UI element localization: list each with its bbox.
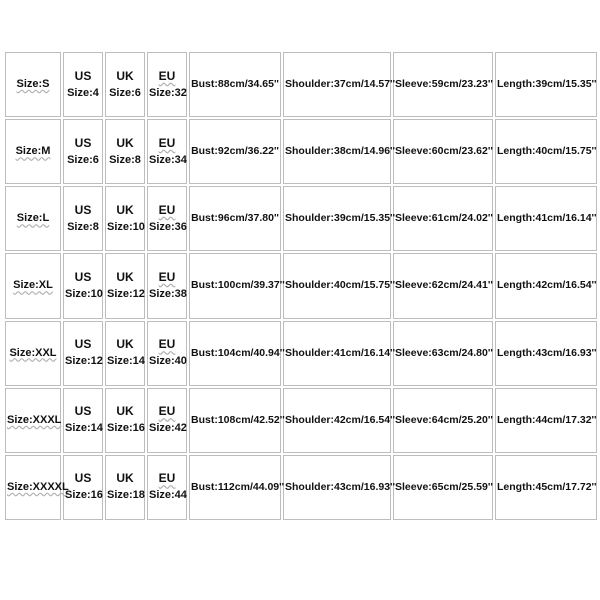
sleeve-value: Sleeve:59cm/23.23'' bbox=[395, 78, 493, 91]
uk-size-cell bbox=[105, 388, 145, 453]
eu-label: EU bbox=[158, 68, 176, 83]
size-cell bbox=[5, 388, 61, 453]
us-label: US bbox=[74, 68, 92, 83]
shoulder-cell bbox=[283, 455, 396, 520]
uk-label: UK bbox=[116, 471, 134, 486]
table-row bbox=[5, 186, 597, 251]
bust-cell bbox=[189, 388, 285, 453]
length-cell bbox=[495, 119, 597, 184]
shoulder-cell bbox=[283, 253, 396, 318]
sleeve-value: Sleeve:61cm/24.02'' bbox=[395, 212, 493, 225]
bust-cell bbox=[189, 321, 285, 386]
us-size-cell bbox=[63, 52, 103, 117]
us-size-cell bbox=[63, 321, 103, 386]
uk-size-value: Size:6 bbox=[109, 86, 141, 99]
us-label: US bbox=[74, 202, 92, 217]
bust-value: Bust:112cm/44.09'' bbox=[191, 480, 285, 493]
size-chart-table bbox=[3, 50, 599, 522]
shoulder-value: Shoulder:37cm/14.57'' bbox=[285, 78, 396, 91]
length-value: Length:44cm/17.32'' bbox=[497, 413, 597, 426]
size-label: Size:XXXXL bbox=[7, 480, 69, 493]
uk-size-value: Size:10 bbox=[107, 220, 145, 233]
eu-size-cell bbox=[147, 321, 187, 386]
eu-label: EU bbox=[158, 269, 176, 284]
size-cell bbox=[5, 119, 61, 184]
bust-cell bbox=[189, 253, 285, 318]
table-row bbox=[5, 253, 597, 318]
uk-label: UK bbox=[116, 68, 134, 83]
table-row bbox=[5, 388, 597, 453]
table-row bbox=[5, 455, 597, 520]
us-size-value: Size:8 bbox=[67, 220, 99, 233]
size-label: Size:L bbox=[16, 212, 50, 225]
eu-size-cell bbox=[147, 455, 187, 520]
sleeve-value: Sleeve:65cm/25.59'' bbox=[395, 480, 493, 493]
bust-value: Bust:108cm/42.52'' bbox=[191, 413, 285, 426]
length-value: Length:41cm/16.14'' bbox=[497, 212, 597, 225]
table-row bbox=[5, 52, 597, 117]
size-label: Size:XXXL bbox=[7, 413, 62, 426]
sleeve-cell bbox=[393, 253, 493, 318]
bust-value: Bust:104cm/40.94'' bbox=[191, 346, 285, 359]
bust-value: Bust:92cm/36.22'' bbox=[191, 145, 279, 158]
length-cell bbox=[495, 253, 597, 318]
size-cell bbox=[5, 321, 61, 386]
eu-label: EU bbox=[158, 471, 176, 486]
length-cell bbox=[495, 186, 597, 251]
us-size-value: Size:4 bbox=[67, 86, 99, 99]
us-size-cell bbox=[63, 253, 103, 318]
us-label: US bbox=[74, 135, 92, 150]
us-label: US bbox=[74, 269, 92, 284]
uk-label: UK bbox=[116, 202, 134, 217]
length-value: Length:42cm/16.54'' bbox=[497, 279, 597, 292]
eu-size-cell bbox=[147, 253, 187, 318]
size-label: Size:M bbox=[15, 145, 51, 158]
sleeve-value: Sleeve:64cm/25.20'' bbox=[395, 413, 493, 426]
bust-cell bbox=[189, 455, 285, 520]
uk-label: UK bbox=[116, 269, 134, 284]
sleeve-cell bbox=[393, 321, 493, 386]
uk-size-cell bbox=[105, 119, 145, 184]
uk-size-value: Size:12 bbox=[107, 287, 145, 300]
shoulder-cell bbox=[283, 119, 396, 184]
length-cell bbox=[495, 321, 597, 386]
sleeve-cell bbox=[393, 186, 493, 251]
shoulder-value: Shoulder:41cm/16.14'' bbox=[285, 346, 396, 359]
size-cell bbox=[5, 186, 61, 251]
shoulder-value: Shoulder:38cm/14.96'' bbox=[285, 145, 396, 158]
shoulder-value: Shoulder:42cm/16.54'' bbox=[285, 413, 396, 426]
length-value: Length:40cm/15.75'' bbox=[497, 145, 597, 158]
length-value: Length:39cm/15.35'' bbox=[497, 78, 597, 91]
uk-size-value: Size:14 bbox=[107, 355, 145, 368]
shoulder-value: Shoulder:39cm/15.35'' bbox=[285, 212, 396, 225]
length-value: Length:45cm/17.72'' bbox=[497, 480, 597, 493]
us-size-value: Size:6 bbox=[67, 153, 99, 166]
eu-size-cell bbox=[147, 388, 187, 453]
table-row bbox=[5, 119, 597, 184]
sleeve-value: Sleeve:63cm/24.80'' bbox=[395, 346, 493, 359]
us-size-value: Size:14 bbox=[65, 422, 103, 435]
size-cell bbox=[5, 52, 61, 117]
eu-label: EU bbox=[158, 202, 176, 217]
uk-size-cell bbox=[105, 455, 145, 520]
uk-label: UK bbox=[116, 337, 134, 352]
bust-cell bbox=[189, 52, 281, 117]
sleeve-cell bbox=[393, 119, 493, 184]
us-size-value: Size:12 bbox=[65, 355, 103, 368]
shoulder-value: Shoulder:40cm/15.75'' bbox=[285, 279, 396, 292]
uk-label: UK bbox=[116, 404, 134, 419]
us-label: US bbox=[74, 471, 92, 486]
length-cell bbox=[495, 455, 597, 520]
sleeve-value: Sleeve:62cm/24.41'' bbox=[395, 279, 493, 292]
uk-size-cell bbox=[105, 253, 145, 318]
eu-size-value: Size:34 bbox=[149, 153, 187, 166]
eu-label: EU bbox=[158, 404, 176, 419]
us-size-cell bbox=[63, 455, 103, 520]
bust-cell bbox=[189, 119, 281, 184]
uk-size-value: Size:8 bbox=[109, 153, 141, 166]
uk-size-value: Size:18 bbox=[107, 489, 145, 502]
shoulder-cell bbox=[283, 321, 396, 386]
us-size-value: Size:16 bbox=[65, 489, 103, 502]
size-label: Size:XXL bbox=[9, 346, 57, 359]
sleeve-cell bbox=[393, 455, 493, 520]
eu-size-value: Size:32 bbox=[149, 86, 187, 99]
uk-size-cell bbox=[105, 186, 145, 251]
eu-size-cell bbox=[147, 186, 187, 251]
eu-size-value: Size:36 bbox=[149, 220, 187, 233]
eu-label: EU bbox=[158, 337, 176, 352]
size-chart-body bbox=[5, 52, 597, 520]
us-label: US bbox=[74, 404, 92, 419]
length-cell bbox=[495, 388, 597, 453]
eu-size-cell bbox=[147, 119, 187, 184]
uk-size-value: Size:16 bbox=[107, 422, 145, 435]
eu-size-value: Size:44 bbox=[149, 489, 187, 502]
shoulder-cell bbox=[283, 186, 396, 251]
bust-value: Bust:88cm/34.65'' bbox=[191, 78, 279, 91]
us-size-cell bbox=[63, 119, 103, 184]
uk-size-cell bbox=[105, 321, 145, 386]
uk-label: UK bbox=[116, 135, 134, 150]
table-row bbox=[5, 321, 597, 386]
size-cell bbox=[5, 253, 61, 318]
size-cell bbox=[5, 455, 69, 520]
eu-size-value: Size:42 bbox=[149, 422, 187, 435]
eu-label: EU bbox=[158, 135, 176, 150]
us-size-cell bbox=[63, 388, 103, 453]
bust-value: Bust:96cm/37.80'' bbox=[191, 212, 279, 225]
size-label: Size:XL bbox=[13, 279, 53, 292]
eu-size-cell bbox=[147, 52, 187, 117]
shoulder-cell bbox=[283, 52, 396, 117]
eu-size-value: Size:40 bbox=[149, 355, 187, 368]
us-size-cell bbox=[63, 186, 103, 251]
length-cell bbox=[495, 52, 597, 117]
size-label: Size:S bbox=[16, 78, 50, 91]
length-value: Length:43cm/16.93'' bbox=[497, 346, 597, 359]
us-size-value: Size:10 bbox=[65, 287, 103, 300]
sleeve-cell bbox=[393, 388, 493, 453]
us-label: US bbox=[74, 337, 92, 352]
sleeve-cell bbox=[393, 52, 493, 117]
uk-size-cell bbox=[105, 52, 145, 117]
sleeve-value: Sleeve:60cm/23.62'' bbox=[395, 145, 493, 158]
shoulder-cell bbox=[283, 388, 396, 453]
bust-cell bbox=[189, 186, 281, 251]
shoulder-value: Shoulder:43cm/16.93'' bbox=[285, 480, 396, 493]
bust-value: Bust:100cm/39.37'' bbox=[191, 279, 285, 292]
eu-size-value: Size:38 bbox=[149, 287, 187, 300]
